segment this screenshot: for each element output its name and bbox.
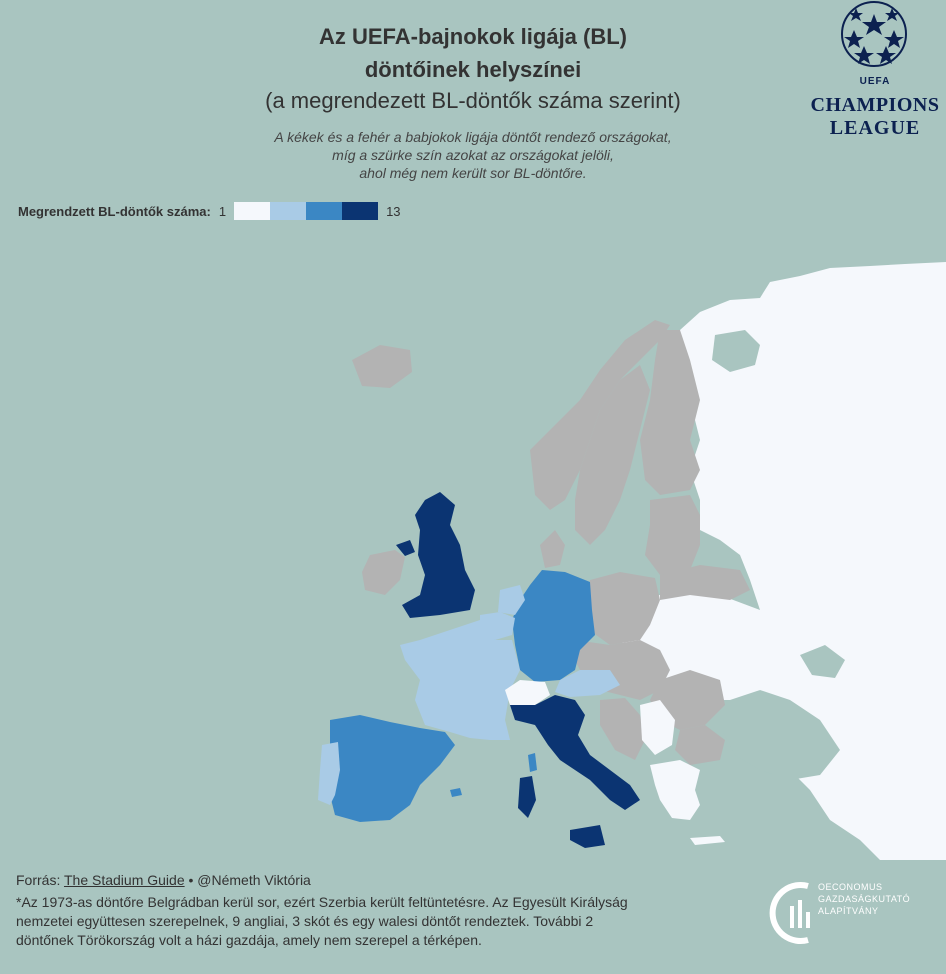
footnote-line-2: nemzetei együttesen szerepelnek, 9 angliai, 3 skót és egy walesi döntőt rendeztek. További 2 — [16, 913, 594, 929]
footnote-line-3: döntőnek Törökország volt a házi gazdája, amely nem szerepel a térképen. — [16, 932, 482, 948]
note-line-1: A kékek és a fehér a babjokok ligája döntőt rendező országokat, — [274, 129, 672, 145]
country-balearic[interactable] — [450, 788, 462, 797]
chart-subtitle: (a megrendezett BL-döntők száma szerint) — [265, 88, 681, 113]
logo-league: LEAGUE — [829, 117, 921, 139]
country-sicily[interactable] — [570, 825, 605, 848]
foundation-line-3: ALAPÍTVÁNY — [818, 906, 879, 916]
country-balkans-west[interactable] — [600, 698, 645, 760]
country-greece[interactable] — [650, 760, 700, 820]
country-sardinia[interactable] — [518, 776, 536, 818]
country-corsica[interactable] — [528, 753, 537, 772]
country-crete[interactable] — [690, 836, 725, 845]
logo-uefa: UEFA — [859, 76, 891, 87]
note-line-2: míg a szürke szín azokat az országokat jelöli, — [332, 147, 614, 163]
country-baltics[interactable] — [645, 495, 700, 575]
source-line — [16, 872, 311, 888]
legend-min: 1 — [218, 203, 227, 219]
source-prefix: Forrás: — [16, 872, 64, 888]
title-line-1: Az UEFA-bajnokok ligája (BL) — [318, 24, 628, 49]
source-suffix: • @Németh Viktória — [184, 872, 311, 888]
foundation-line-1: OECONOMUS — [818, 882, 883, 892]
footnote-line-1: *Az 1973-as döntőre Belgrádban kerül sor, ezért Szerbia került feltüntetésre. Az Egyesült Királyság — [16, 894, 628, 910]
source-link[interactable]: The Stadium Guide — [63, 872, 185, 888]
country-united-kingdom[interactable] — [402, 492, 475, 618]
country-bulgaria[interactable] — [675, 725, 725, 765]
footnote — [16, 893, 766, 950]
foundation-name — [818, 881, 910, 917]
country-denmark[interactable] — [540, 530, 565, 568]
foundation-line-2: GAZDASÁGKUTATÓ — [818, 894, 911, 904]
title-line-2: döntőinek helyszínei — [364, 57, 582, 82]
country-ireland[interactable] — [362, 550, 405, 595]
country-france[interactable] — [400, 620, 520, 740]
legend-max: 13 — [386, 203, 401, 219]
country-iceland[interactable] — [352, 345, 412, 388]
legend-label: Megrendzett BL-döntők száma: — [18, 203, 211, 219]
note-line-3: ahol még nem került sor BL-döntőre. — [359, 165, 587, 181]
logo-champions: CHAMPIONS — [810, 94, 940, 116]
country-spain[interactable] — [330, 715, 455, 822]
